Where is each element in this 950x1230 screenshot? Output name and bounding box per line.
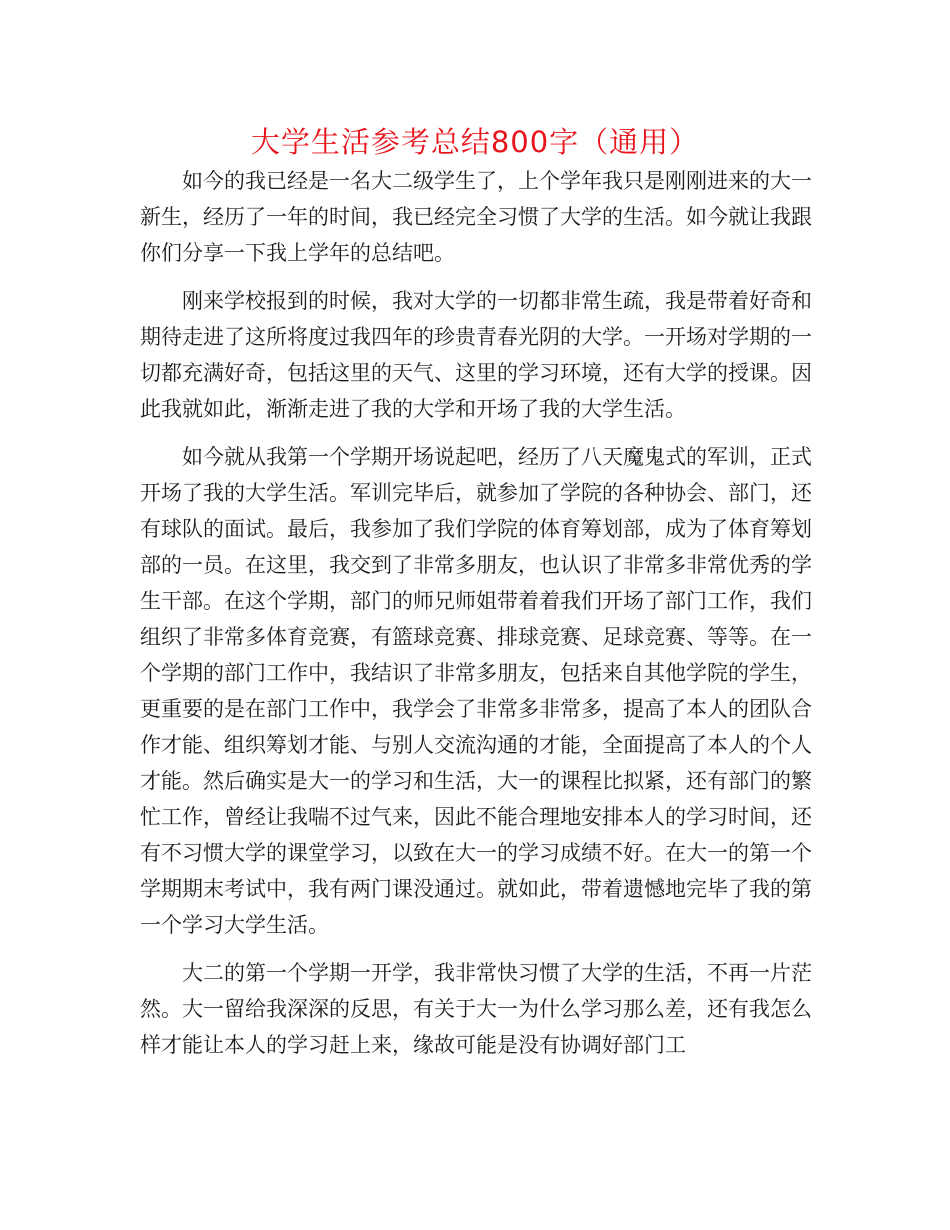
paragraph-1: 如今的我已经是一名大二级学生了，上个学年我只是刚刚进来的大一新生，经历了一年的时间，我已经完全习惯了大学的生活。如今就让我跟你们分享一下我上学年的总结吧。 bbox=[140, 169, 812, 265]
paragraph-2: 刚来学校报到的时候，我对大学的一切都非常生疏，我是带着好奇和期待走进了这所将度过我四年的珍贵青春光阴的大学。一开场对学期的一切都充满好奇，包括这里的天气、这里的学习环境，还有大学的授课。因此我就如此，渐渐走进了我的大学和开场了我的大学生活。 bbox=[140, 289, 812, 421]
paragraph-4: 大二的第一个学期一开学，我非常快习惯了大学的生活，不再一片茫然。大一留给我深深的反思，有关于大一为什么学习那么差，还有我怎么样才能让本人的学习赶上来，缘故可能是没有协调好部门工 bbox=[140, 961, 812, 1057]
paragraph-3: 如今就从我第一个学期开场说起吧，经历了八天魔鬼式的军训，正式开场了我的大学生活。军训完毕后，就参加了学院的各种协会、部门，还有球队的面试。最后，我参加了我们学院的体育筹划部，成为了体育筹划部的一员。在这里，我交到了非常多朋友，也认识了非常多非常优秀的学生干部。在这个学期，部门的师兄师姐带着着我们开场了部门工作，我们组织了非常多体育竞赛，有篮球竞赛、排球竞赛、足球竞赛、等等。在一个学期的部门工作中，我结识了非常多朋友，包括来自其他学院的学生，更重要的是在部门工作中，我学会了非常多非常多，提高了本人的团队合作才能、组织筹划才能、与别人交流沟通的才能，全面提高了本人的个人才能。然后确实是大一的学习和生活，大一的课程比拟紧，还有部门的繁忙工作，曾经让我喘不过气来，因此不能合理地安排本人的学习时间，还有不习惯大学的课堂学习，以致在大一的学习成绩不好。在大一的第一个学期期末考试中，我有两门课没通过。就如此，带着遗憾地完毕了我的第一个学习大学生活。 bbox=[140, 445, 812, 937]
document-title: 大学生活参考总结800字（通用） bbox=[250, 125, 700, 159]
document-body bbox=[140, 163, 812, 1075]
